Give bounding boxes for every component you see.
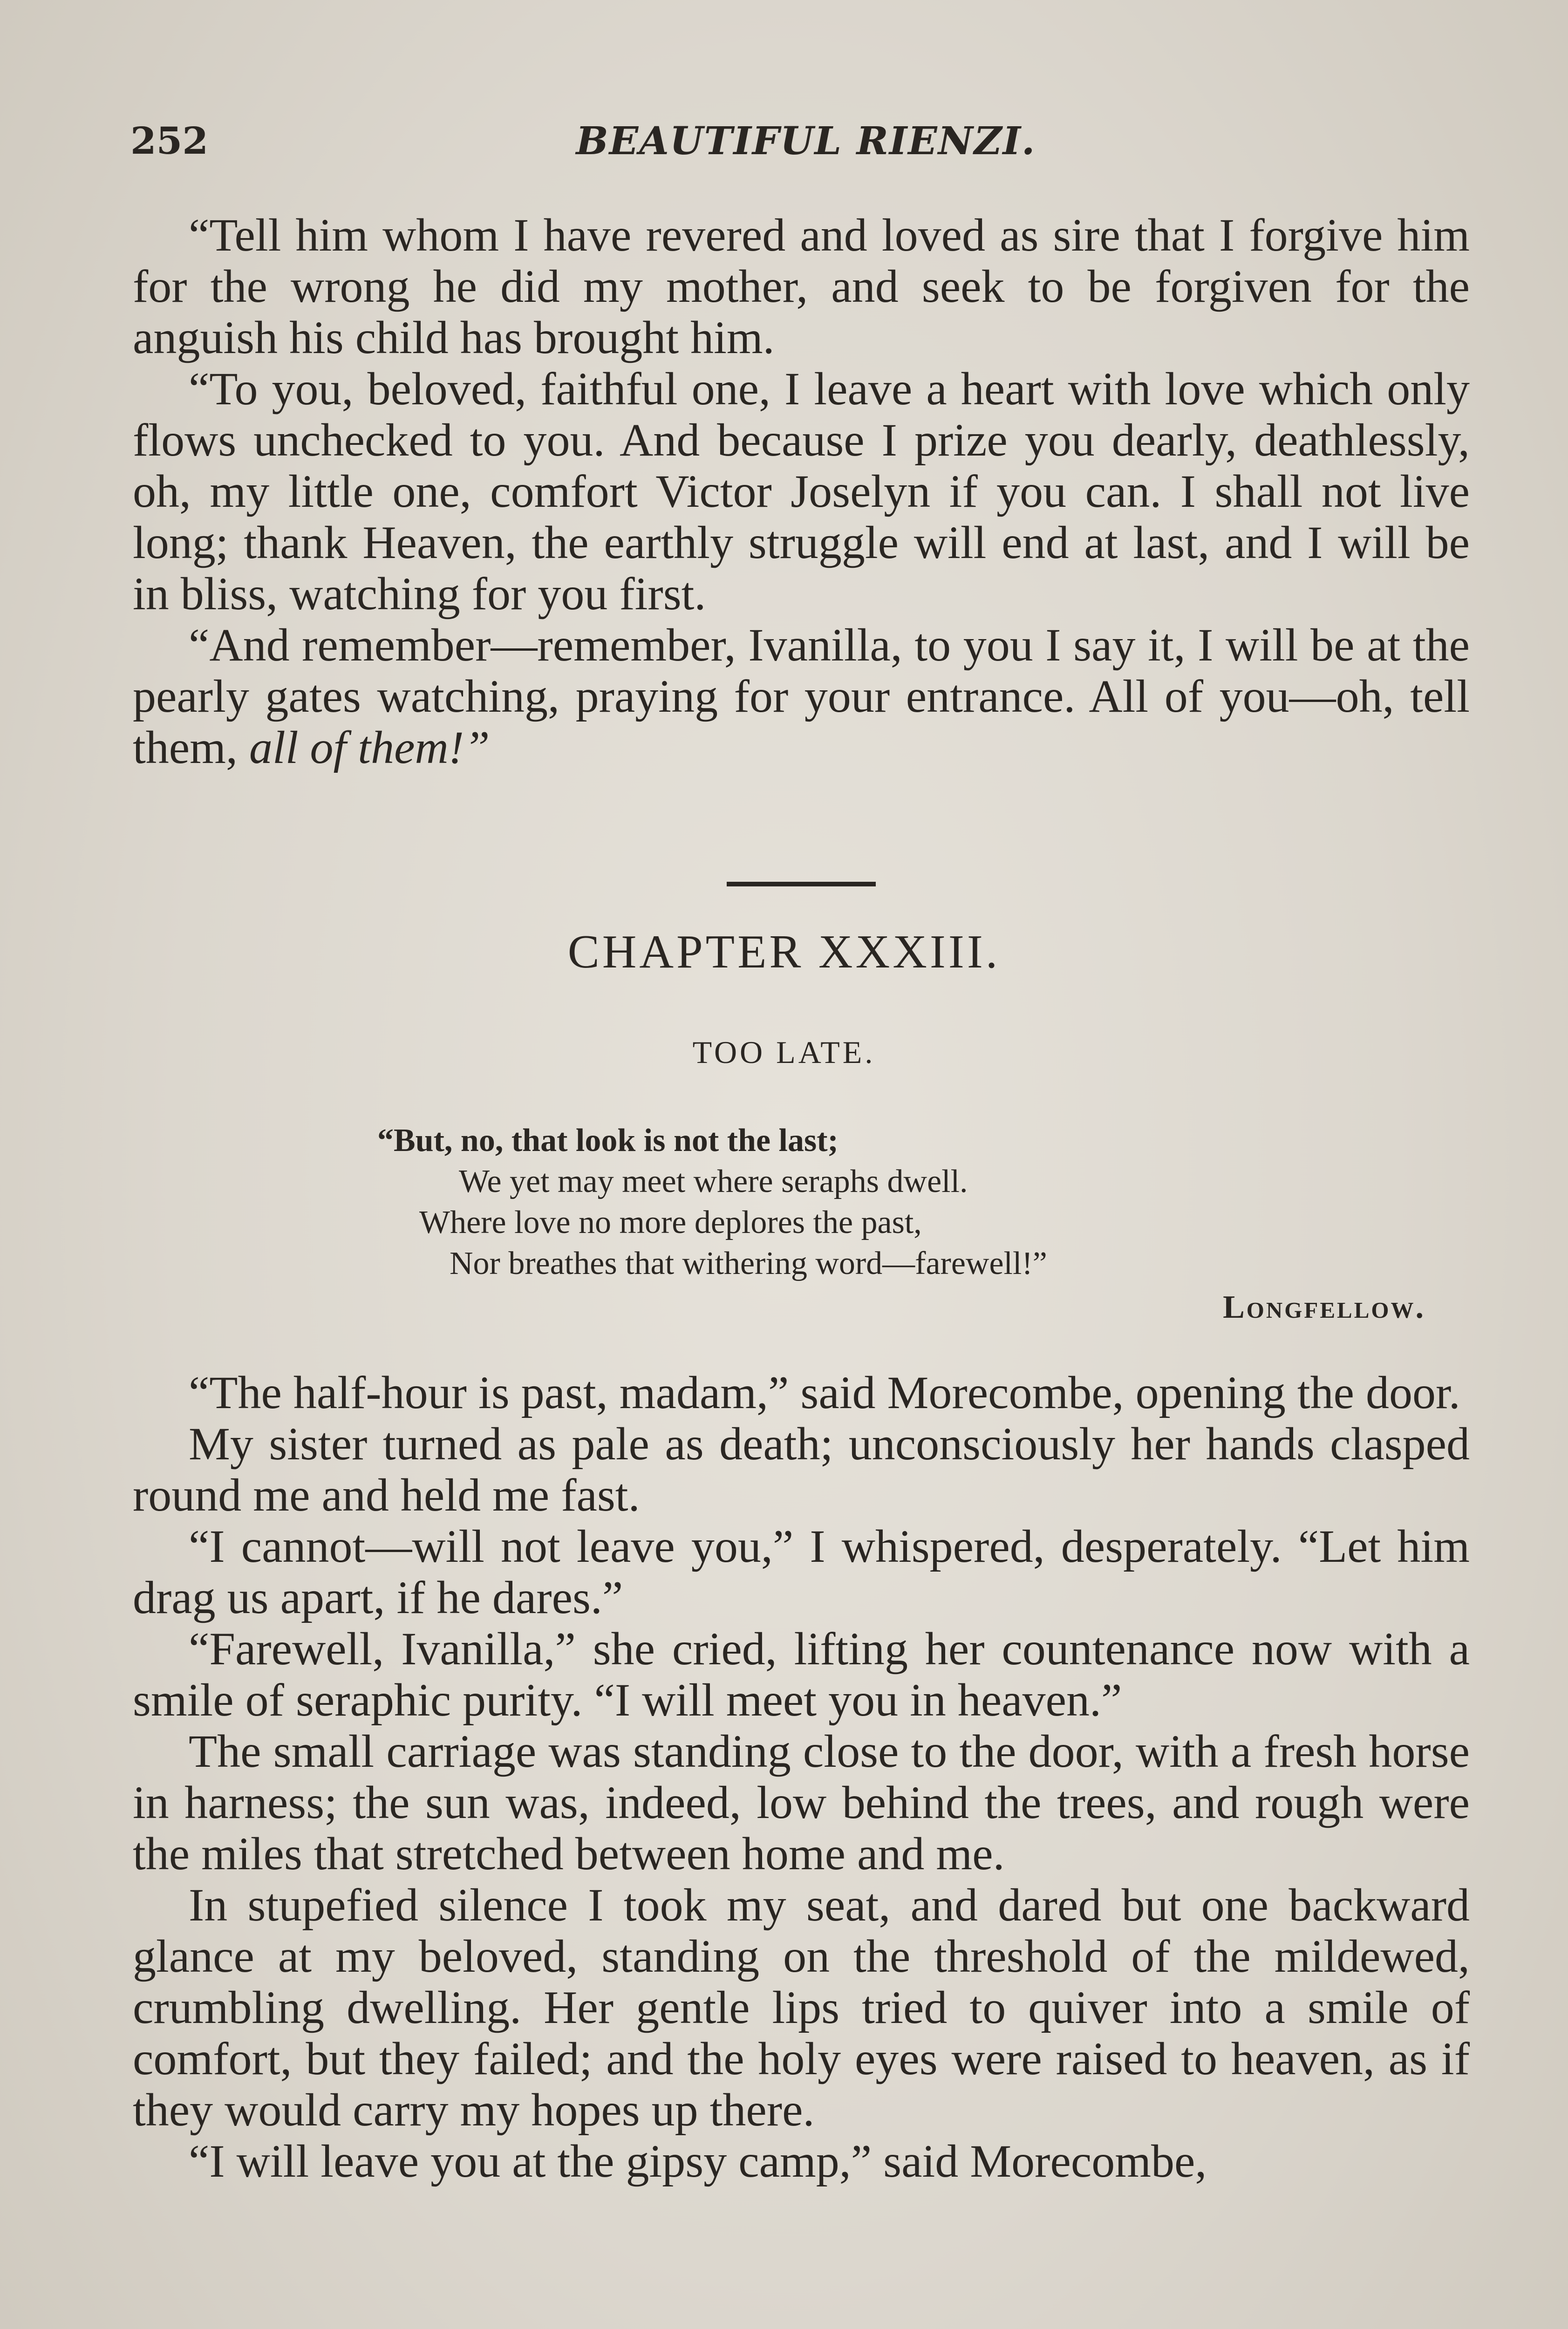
epigraph-line: We yet may meet where seraphs dwell.	[459, 1164, 968, 1199]
paragraph: “I will leave you at the gipsy camp,” said Morecombe,	[189, 2135, 1207, 2187]
paragraph: In stupefied silence I took my seat, and dared but one backward glance at my beloved, standing on the threshold of the mildewed, crumbling dwelling. Her gentle lips tried to quiver into a smile of comfort, but they failed; and the holy eyes were raised to heaven, as if they would carry my hopes up there.	[133, 1879, 1470, 2136]
section-divider	[727, 882, 876, 886]
paragraph	[133, 620, 1470, 773]
epigraph-line: Where love no more deplores the past,	[419, 1205, 922, 1240]
emphasis-text: all of them!”	[249, 722, 490, 773]
paragraph: “The half-hour is past, madam,” said Morecombe, opening the door.	[189, 1367, 1460, 1418]
running-head	[130, 119, 1481, 170]
paragraph-text: “And remember—remember, Ivanilla, to you I say it, I will be at the pearly gates watching, praying for your entrance. All of you—oh, tell them,	[133, 619, 1470, 773]
paragraph: “Farewell, Ivanilla,” she cried, lifting her countenance now with a smile of seraphic purity. “I will meet you in heaven.”	[133, 1623, 1470, 1726]
chapter-subtitle: TOO LATE.	[692, 1035, 876, 1070]
chapter-text	[133, 1367, 1470, 2187]
paragraph: “I cannot—will not leave you,” I whispered, desperately. “Let him drag us apart, if he dares.”	[133, 1520, 1470, 1623]
page-number: 252	[130, 119, 208, 163]
epigraph-line: Nor breathes that withering word—farewell!”	[450, 1246, 1047, 1281]
book-title: BEAUTIFUL RIENZI.	[576, 119, 1036, 163]
epigraph-attribution: Longfellow.	[1223, 1289, 1425, 1325]
letter-text	[133, 210, 1470, 773]
paragraph: The small carriage was standing close to the door, with a fresh horse in harness; the sun was, indeed, low behind the trees, and rough were the miles that stretched between home and me.	[133, 1725, 1470, 1880]
epigraph	[377, 1120, 1425, 1328]
paragraph: “Tell him whom I have revered and loved as sire that I forgive him for the wrong he did my mother, and seek to be forgiven for the anguish his child has brought him.	[133, 209, 1470, 363]
paragraph: My sister turned as pale as death; unconsciously her hands clasped round me and held me fast.	[133, 1418, 1470, 1521]
paragraph: “To you, beloved, faithful one, I leave a heart with love which only flows unchecked to you. And because I prize you dearly, deathlessly, oh, my little one, comfort Victor Joselyn if you can. I shall not live long; thank Heaven, the earthly struggle will end at last, and I will be in bliss, watching for you first.	[133, 363, 1470, 620]
epigraph-line: “But, no, that look is not the last;	[377, 1123, 839, 1158]
chapter-title: CHAPTER XXXIII.	[567, 926, 1001, 978]
